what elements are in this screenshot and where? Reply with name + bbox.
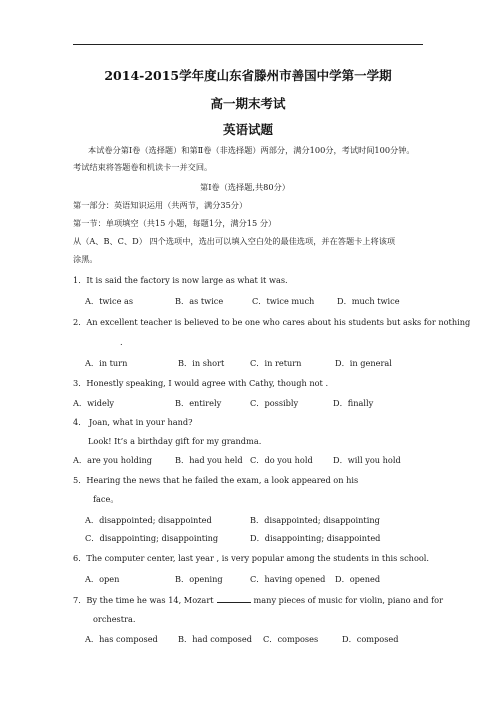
question-5-stem: 5．Hearing the news that he failed the exam, a look appeared on his <box>73 475 359 485</box>
instruction-line-2: 涂黑。 <box>73 254 98 264</box>
question-2-stem-cont: . <box>120 337 123 347</box>
q4-option-b: B．had you held <box>175 455 243 465</box>
answer-blank <box>217 595 251 603</box>
q5-option-a: A．disappointed; disappointed <box>85 515 212 525</box>
q4-option-c: C．do you hold <box>250 455 313 465</box>
q1-option-b: B．as twice <box>175 296 224 306</box>
question-7-stem-cont: orchestra. <box>93 614 136 624</box>
q6-option-b: B．opening <box>175 574 223 584</box>
question-6-stem: 6．The computer center, last year , is very popular among the students in this school. <box>73 553 430 563</box>
instruction-line-1: 从（A、B、C、D） 四个选项中，选出可以填入空白处的最佳选项，并在答题卡上将该项 <box>73 236 396 246</box>
question-7-stem-part2: many pieces of music for violin, piano and for <box>253 595 444 605</box>
q5-option-d: D．disappointing; disappointed <box>250 533 381 543</box>
q7-option-d: D．composed <box>342 634 399 644</box>
q5-option-b: B．disappointed; disappointing <box>250 515 380 525</box>
question-5-stem-cont: face。 <box>93 494 119 504</box>
q4-option-d: D．will you hold <box>333 455 401 465</box>
exam-title: 2014-2015学年度山东省滕州市善国中学第一学期 <box>104 68 392 83</box>
q2-option-d: D．in general <box>335 358 392 368</box>
question-4-stem: 4． Joan, what in your hand? <box>73 417 193 427</box>
q5-option-c: C．disappointing; disappointing <box>85 533 219 543</box>
q4-option-a: A．are you holding <box>73 455 152 465</box>
question-3-stem: 3．Honestly speaking, I would agree with Cathy, though not . <box>73 378 329 388</box>
q3-option-c: C．possibly <box>250 398 299 408</box>
q6-option-a: A．open <box>85 574 120 584</box>
header-rule <box>73 44 423 45</box>
q7-option-b: B．had composed <box>178 634 252 644</box>
intro-line-2: 考试结束将答题卷和机读卡一并交回。 <box>73 162 213 172</box>
q2-option-c: C．in return <box>250 358 302 368</box>
q3-option-d: D．finally <box>333 398 374 408</box>
q2-option-b: B．in short <box>178 358 225 368</box>
q1-option-c: C．twice much <box>252 296 315 306</box>
question-7-stem <box>73 595 443 604</box>
part-heading: 第一部分：英语知识运用（共两节，满分35分） <box>73 200 248 210</box>
q1-option-d: D．much twice <box>337 296 400 306</box>
q3-option-a: A．widely <box>73 398 115 408</box>
question-4-reply: Look! It’s a birthday gift for my grandma. <box>88 436 262 446</box>
section-heading: 第一节：单项填空（共15 小题，每题1分，满分15 分） <box>73 218 277 228</box>
question-7-stem-part1: 7．By the time he was 14, Mozart <box>73 595 214 605</box>
q7-option-a: A．has composed <box>85 634 158 644</box>
q6-option-c: C．having opened <box>250 574 326 584</box>
q3-option-b: B．entirely <box>175 398 222 408</box>
q2-option-a: A．in turn <box>85 358 128 368</box>
q7-option-c: C．composes <box>263 634 319 644</box>
q6-option-d: D．opened <box>335 574 381 584</box>
subject-title: 英语试题 <box>222 122 273 137</box>
volume-heading: 第Ⅰ卷（选择题,共80分） <box>200 182 290 192</box>
q1-option-a: A．twice as <box>85 296 134 306</box>
question-1-stem: 1．It is said the factory is now large as what it was. <box>73 275 288 285</box>
question-2-stem: 2．An excellent teacher is believed to be one who cares about his students but asks for nothing <box>73 317 471 327</box>
intro-line-1: 本试卷分第Ⅰ卷（选择题）和第Ⅱ卷（非选择题）两部分，满分100分，考试时间100分钟。 <box>88 145 415 155</box>
exam-subtitle: 高一期末考试 <box>210 96 286 111</box>
